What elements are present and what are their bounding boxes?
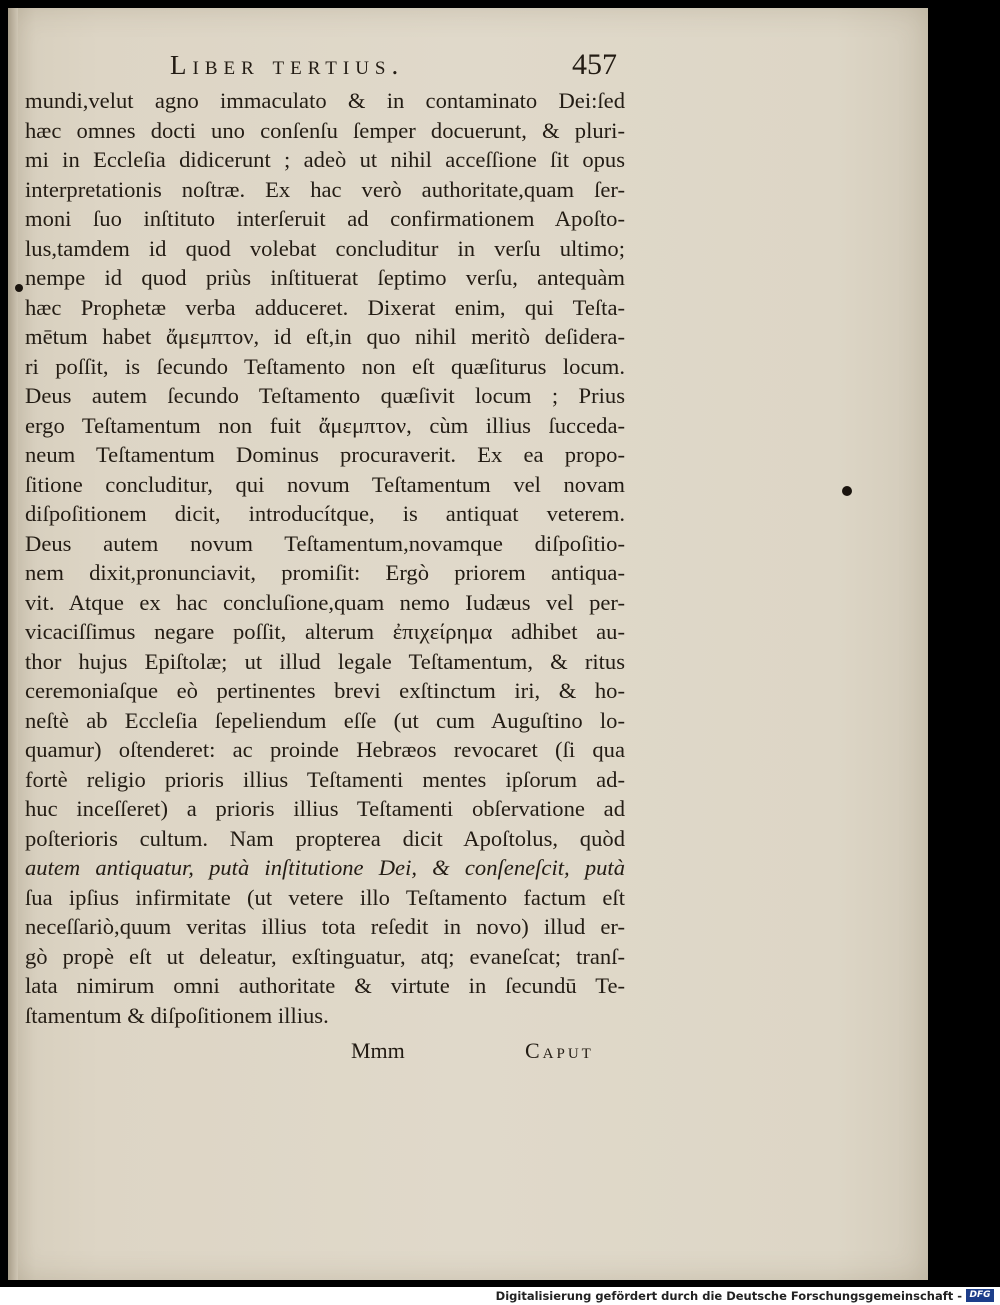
- ink-spot-right: [842, 486, 852, 496]
- text-line: autem antiquatur, putà inſtitutione Dei, & conſeneſcit, putà: [25, 855, 625, 880]
- page-number: 457: [572, 48, 617, 81]
- text-line: neſtè ab Eccleſia ſepeliendum eſſe (ut cum Auguſtino lo-: [25, 707, 625, 733]
- text-line: vicaciſſimus negare poſſit, alterum ἐπιχείρημα adhibet au-: [25, 619, 625, 644]
- text-line: hæc Prophetæ verba adduceret. Dixerat enim, qui Teſta-: [25, 294, 625, 320]
- text-line: ſitione concluditur, qui novum Teſtamentum vel novam: [25, 471, 625, 497]
- text-line: ri poſſit, is ſecundo Teſtamento non eſt quæſiturus locum.: [25, 353, 625, 379]
- dfg-logo-icon: DFG: [966, 1289, 994, 1302]
- text-line: gò propè eſt ut deleatur, exſtinguatur, atq; evaneſcat; tranſ-: [25, 943, 625, 969]
- page-edge: [8, 8, 18, 1280]
- text-line: ſtamentum & diſpoſitionem illius.: [25, 1002, 329, 1028]
- text-line: ergo Teſtamentum non fuit ἄμεμπτον, cùm illius ſucceda-: [25, 412, 625, 438]
- catchword: Caput: [525, 1038, 594, 1063]
- text-line: huc inceſſeret) a prioris illius Teſtamenti obſervatione ad: [25, 796, 625, 821]
- body-text: [25, 86, 625, 1030]
- text-line: nempe id quod priùs inſtituerat ſeptimo verſu, antequàm: [25, 265, 625, 290]
- text-line: Deus autem novum Teſtamentum,novamque diſpoſitio-: [25, 530, 625, 556]
- text-line: interpretationis noſtræ. Ex hac verò authoritate,quam ſer-: [25, 176, 625, 202]
- text-line: thor hujus Epiſtolæ; ut illud legale Teſtamentum, & ritus: [25, 648, 625, 674]
- text-line: lata nimirum omni authoritate & virtute in ſecundū Te-: [25, 973, 625, 998]
- text-line: lus,tamdem id quod volebat concluditur in verſu ultimo;: [25, 235, 625, 261]
- text-line: neceſſariò,quum veritas illius tota reſedit in novo) illud er-: [25, 914, 625, 939]
- text-line: moni ſuo inſtituto interſeruit ad confirmationem Apoſto-: [25, 206, 625, 231]
- text-line: mundi,velut agno immaculato & in contaminato Dei:ſed: [25, 88, 625, 113]
- signature-mark: Mmm: [351, 1038, 405, 1063]
- text-line: diſpoſitionem dicit, introducítque, is antiquat veterem.: [25, 501, 625, 526]
- text-line: fortè religio prioris illius Teſtamenti mentes ipſorum ad-: [25, 766, 625, 792]
- running-head: Liber tertius.: [170, 50, 405, 80]
- text-line: quamur) oſtenderet: ac proinde Hebræos revocaret (ſi qua: [25, 737, 625, 762]
- text-line: poſterioris cultum. Nam propterea dicit Apoſtolus, quòd: [25, 825, 625, 851]
- text-line: neum Teſtamentum Dominus procuraverit. Ex ea propo-: [25, 442, 625, 467]
- text-line: Deus autem ſecundo Teſtamento quæſivit locum ; Prius: [25, 383, 625, 408]
- text-line: mi in Eccleſia didicerunt ; adeò ut nihil acceſſione ſit opus: [25, 147, 625, 172]
- text-line: hæc omnes docti uno conſenſu ſemper docuerunt, & pluri-: [25, 117, 625, 143]
- footer-credit: Digitalisierung gefördert durch die Deutsche Forschungsgemeinschaft -: [495, 1289, 962, 1303]
- text-line: vit. Atque ex hac concluſione,quam nemo Iudæus vel per-: [25, 589, 625, 615]
- text-line: nem dixit,pronunciavit, promiſit: Ergò priorem antiqua-: [25, 560, 625, 585]
- text-line: ceremoniaſque eò pertinentes brevi exſtinctum iri, & ho-: [25, 678, 625, 703]
- ink-spot-left: [15, 284, 23, 292]
- text-line: ſua ipſius infirmitate (ut vetere illo Teſtamento factum eſt: [25, 884, 625, 910]
- text-line: mētum habet ἄμεμπτον, id eſt,in quo nihil meritò deſidera-: [25, 324, 625, 349]
